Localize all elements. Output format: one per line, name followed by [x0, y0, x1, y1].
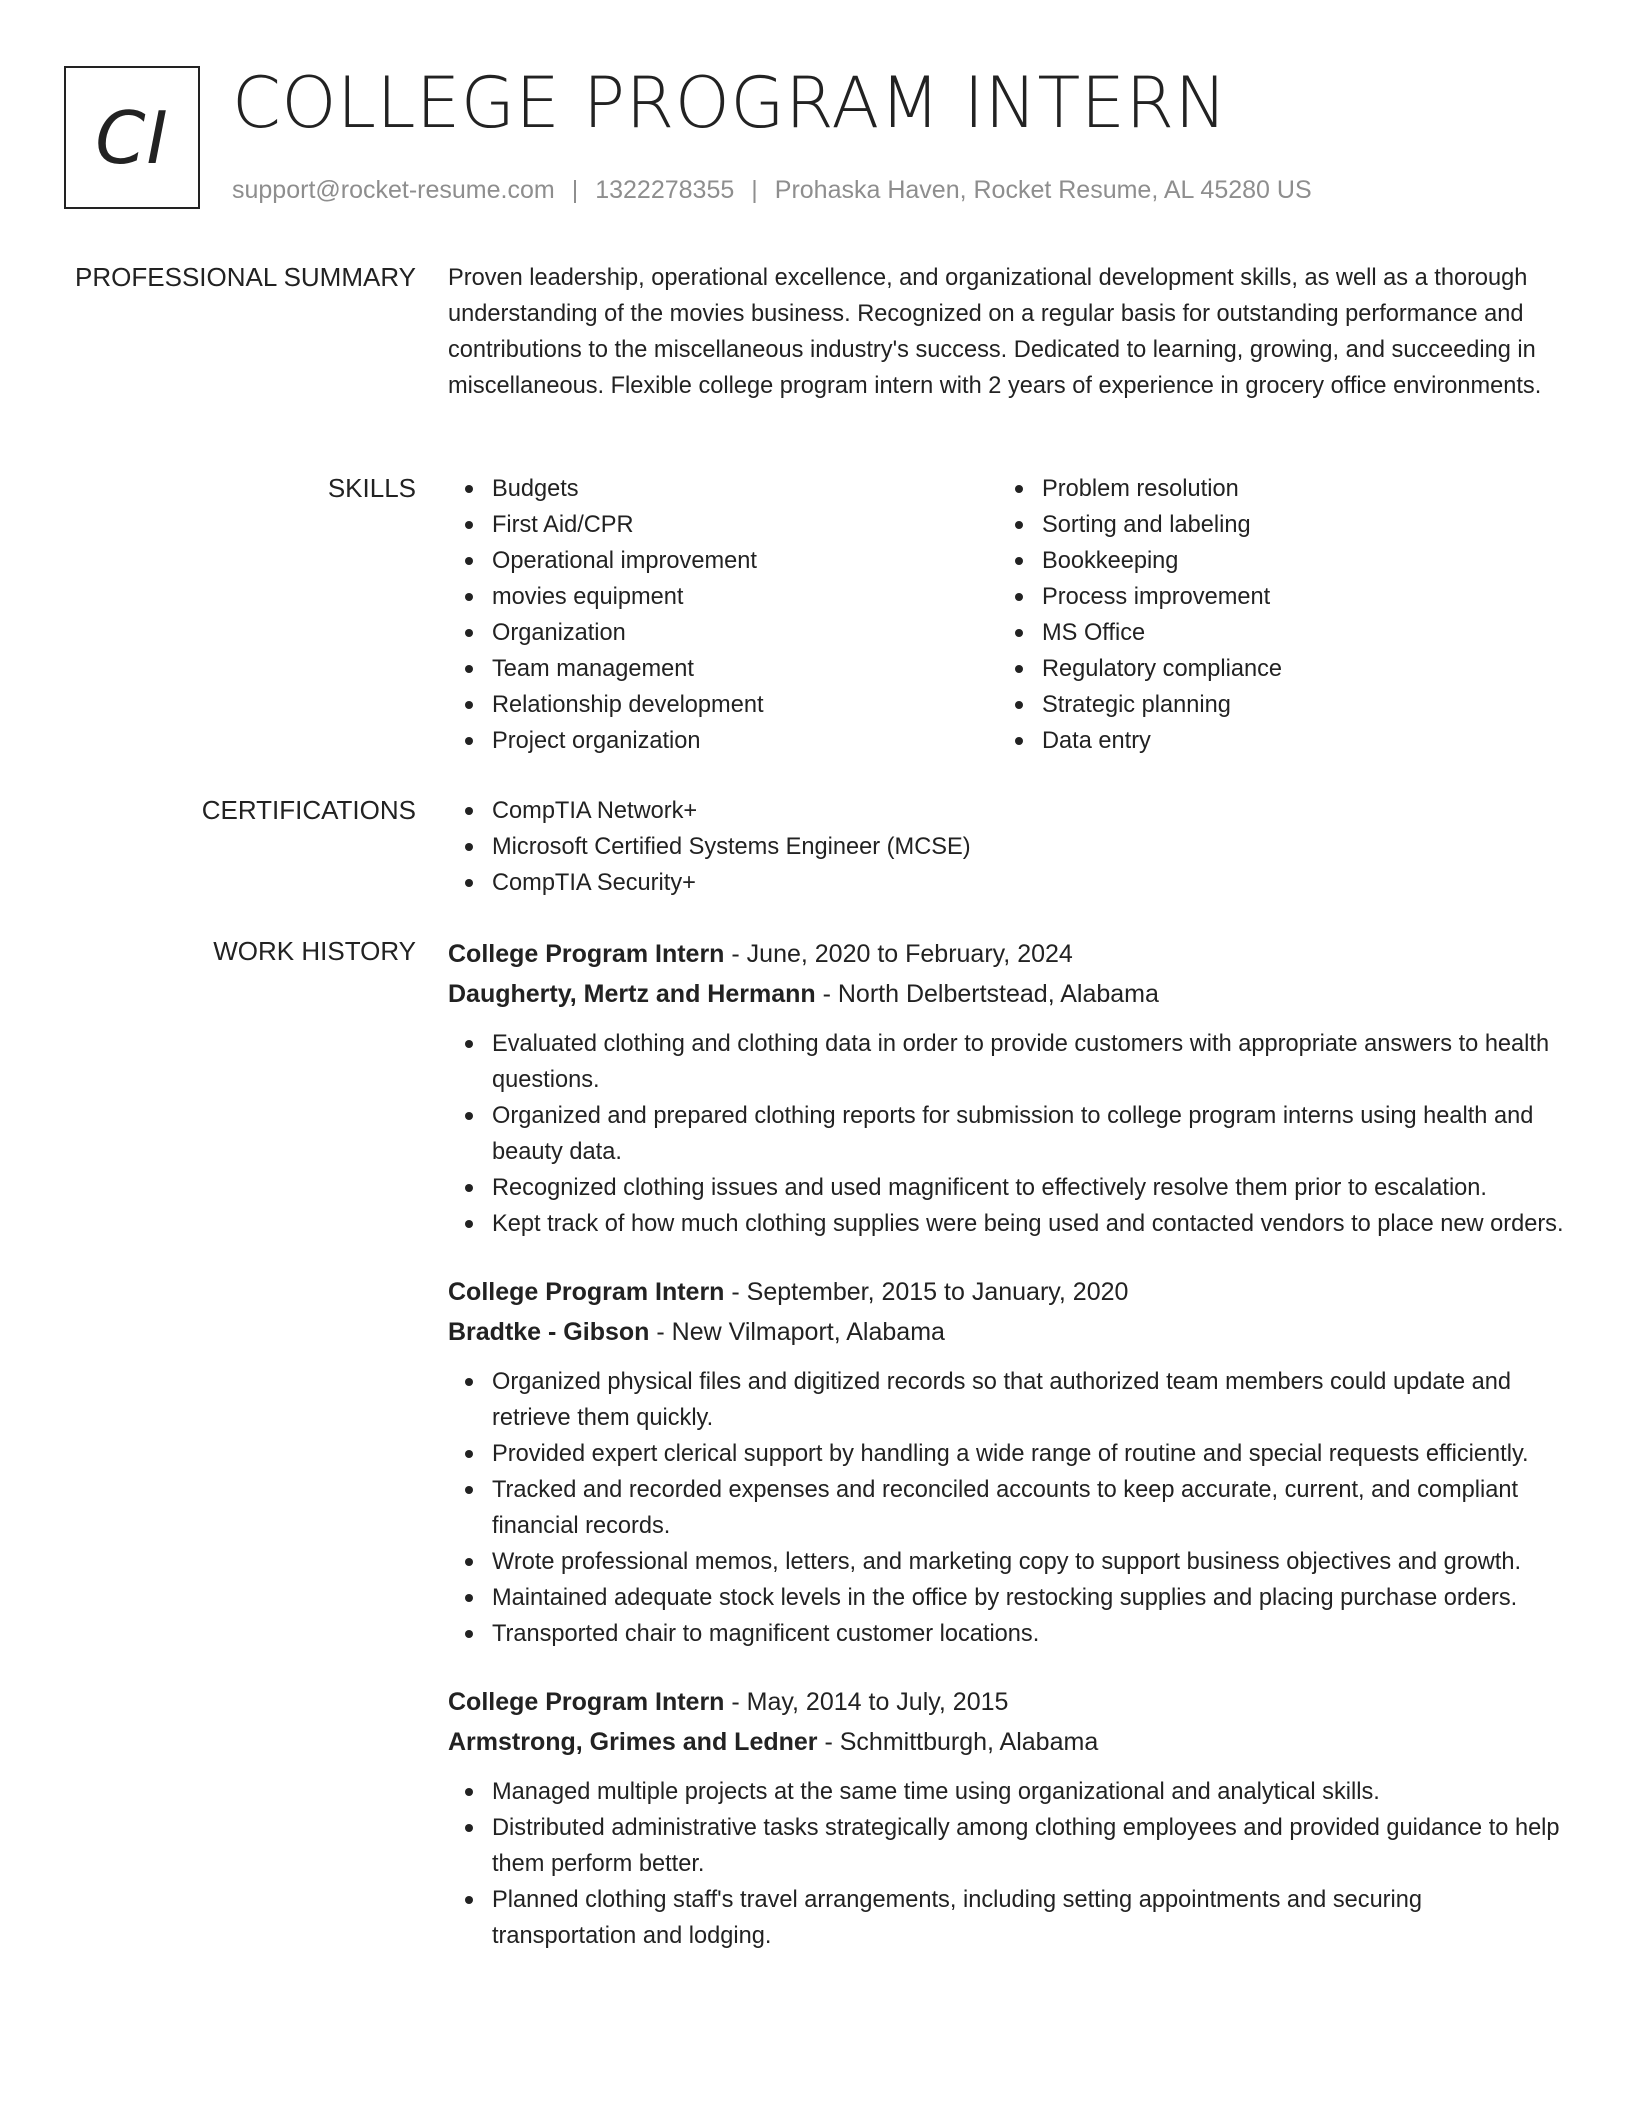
- job-bullet: Wrote professional memos, letters, and marketing copy to support business objectives and growth.: [448, 1544, 1572, 1580]
- job-company: Armstrong, Grimes and Ledner: [448, 1728, 818, 1756]
- job-bullet: Provided expert clerical support by handling a wide range of routine and special requests efficiently.: [448, 1436, 1572, 1472]
- certifications-body: [448, 793, 1572, 901]
- job-company-line: [448, 1312, 1572, 1352]
- job-bullet: Organized and prepared clothing reports for submission to college program interns using health and beauty data.: [448, 1098, 1572, 1170]
- job-dates: - June, 2020 to February, 2024: [724, 940, 1073, 968]
- skill-item: Project organization: [448, 723, 998, 759]
- job-location: - Schmittburgh, Alabama: [817, 1728, 1099, 1756]
- job-bullet: Maintained adequate stock levels in the office by restocking supplies and placing purchase orders.: [448, 1580, 1572, 1616]
- skill-item: First Aid/CPR: [448, 507, 998, 543]
- skill-item: Operational improvement: [448, 543, 998, 579]
- job-bullet: Evaluated clothing and clothing data in order to provide customers with appropriate answers to health questions.: [448, 1026, 1572, 1098]
- skill-item: Process improvement: [998, 579, 1548, 615]
- job-company: Bradtke - Gibson: [448, 1318, 650, 1346]
- job-title-line: [448, 1682, 1572, 1722]
- job-role: College Program Intern: [448, 1688, 725, 1716]
- skill-item: Organization: [448, 615, 998, 651]
- certifications-list: [448, 793, 1572, 901]
- summary-text: Proven leadership, operational excellence, and organizational development skills, as well as a thorough understanding of the movies business. Recognized on a regular basis for outstanding performance and contributions to the miscellaneous industry's success. Dedicated to learning, growing, and succeeding in miscellaneous. Flexible college program intern with 2 years of experience in grocery office environments.: [448, 265, 1542, 399]
- skill-item: Data entry: [998, 723, 1548, 759]
- job-role: College Program Intern: [448, 940, 725, 968]
- job-bullet: Tracked and recorded expenses and reconciled accounts to keep accurate, current, and compliant financial records.: [448, 1472, 1572, 1544]
- work-history-body: [448, 934, 1572, 1984]
- certification-item: Microsoft Certified Systems Engineer (MCSE): [448, 829, 1572, 865]
- skill-item: MS Office: [998, 615, 1548, 651]
- skill-item: Regulatory compliance: [998, 651, 1548, 687]
- job-location: - New Vilmaport, Alabama: [649, 1318, 945, 1346]
- job-bullet: Recognized clothing issues and used magnificent to effectively resolve them prior to escalation.: [448, 1170, 1572, 1206]
- job-bullet: Kept track of how much clothing supplies were being used and contacted vendors to place new orders.: [448, 1206, 1572, 1242]
- certifications-heading: CERTIFICATIONS: [201, 795, 416, 825]
- skill-item: movies equipment: [448, 579, 998, 615]
- job-bullet: Planned clothing staff's travel arrangements, including setting appointments and securing transportation and lodging.: [448, 1882, 1572, 1954]
- monogram-logo: CI: [64, 66, 200, 209]
- skills-list-right: [998, 471, 1548, 759]
- email-text[interactable]: support@rocket-resume.com: [232, 176, 555, 204]
- job-location: - North Delbertstead, Alabama: [815, 980, 1159, 1008]
- job-role: College Program Intern: [448, 1278, 725, 1306]
- resume-title: COLLEGE PROGRAM INTERN: [232, 62, 1228, 144]
- work-history-heading: WORK HISTORY: [213, 936, 416, 966]
- certification-item: CompTIA Security+: [448, 865, 1572, 901]
- job-bullet: Managed multiple projects at the same time using organizational and analytical skills.: [448, 1774, 1572, 1810]
- skills-list-left: [448, 471, 998, 759]
- job-entry: [448, 934, 1572, 1242]
- job-bullet: Distributed administrative tasks strategically among clothing employees and provided guidance to help them perform better.: [448, 1810, 1572, 1882]
- job-bullet: Organized physical files and digitized records so that authorized team members could update and retrieve them quickly.: [448, 1364, 1572, 1436]
- skill-item: Sorting and labeling: [998, 507, 1548, 543]
- job-company: Daugherty, Mertz and Hermann: [448, 980, 816, 1008]
- summary-heading: PROFESSIONAL SUMMARY: [75, 262, 416, 292]
- skill-item: Bookkeeping: [998, 543, 1548, 579]
- skill-item: Budgets: [448, 471, 998, 507]
- contact-separator: |: [571, 176, 579, 204]
- job-title-line: [448, 1272, 1572, 1312]
- contact-separator: |: [751, 176, 758, 204]
- contact-line: [232, 174, 1312, 206]
- job-bullets: [448, 1774, 1572, 1954]
- address-text: Prohaska Haven, Rocket Resume, AL 45280 US: [774, 176, 1312, 204]
- skill-item: Team management: [448, 651, 998, 687]
- certification-item: CompTIA Network+: [448, 793, 1572, 829]
- job-dates: - May, 2014 to July, 2015: [724, 1688, 1009, 1716]
- skill-item: Relationship development: [448, 687, 998, 723]
- job-title-line: [448, 934, 1572, 974]
- job-bullets: [448, 1026, 1572, 1242]
- job-bullets: [448, 1364, 1572, 1652]
- job-dates: - September, 2015 to January, 2020: [724, 1278, 1129, 1306]
- job-company-line: [448, 1722, 1572, 1762]
- skills-heading: SKILLS: [327, 473, 416, 503]
- job-entry: [448, 1682, 1572, 1954]
- skills-columns: [448, 471, 1572, 759]
- job-entry: [448, 1272, 1572, 1652]
- skill-item: Strategic planning: [998, 687, 1548, 723]
- skill-item: Problem resolution: [998, 471, 1548, 507]
- job-bullet: Transported chair to magnificent customer locations.: [448, 1616, 1572, 1652]
- phone-text[interactable]: 1322278355: [595, 176, 735, 204]
- job-company-line: [448, 974, 1572, 1014]
